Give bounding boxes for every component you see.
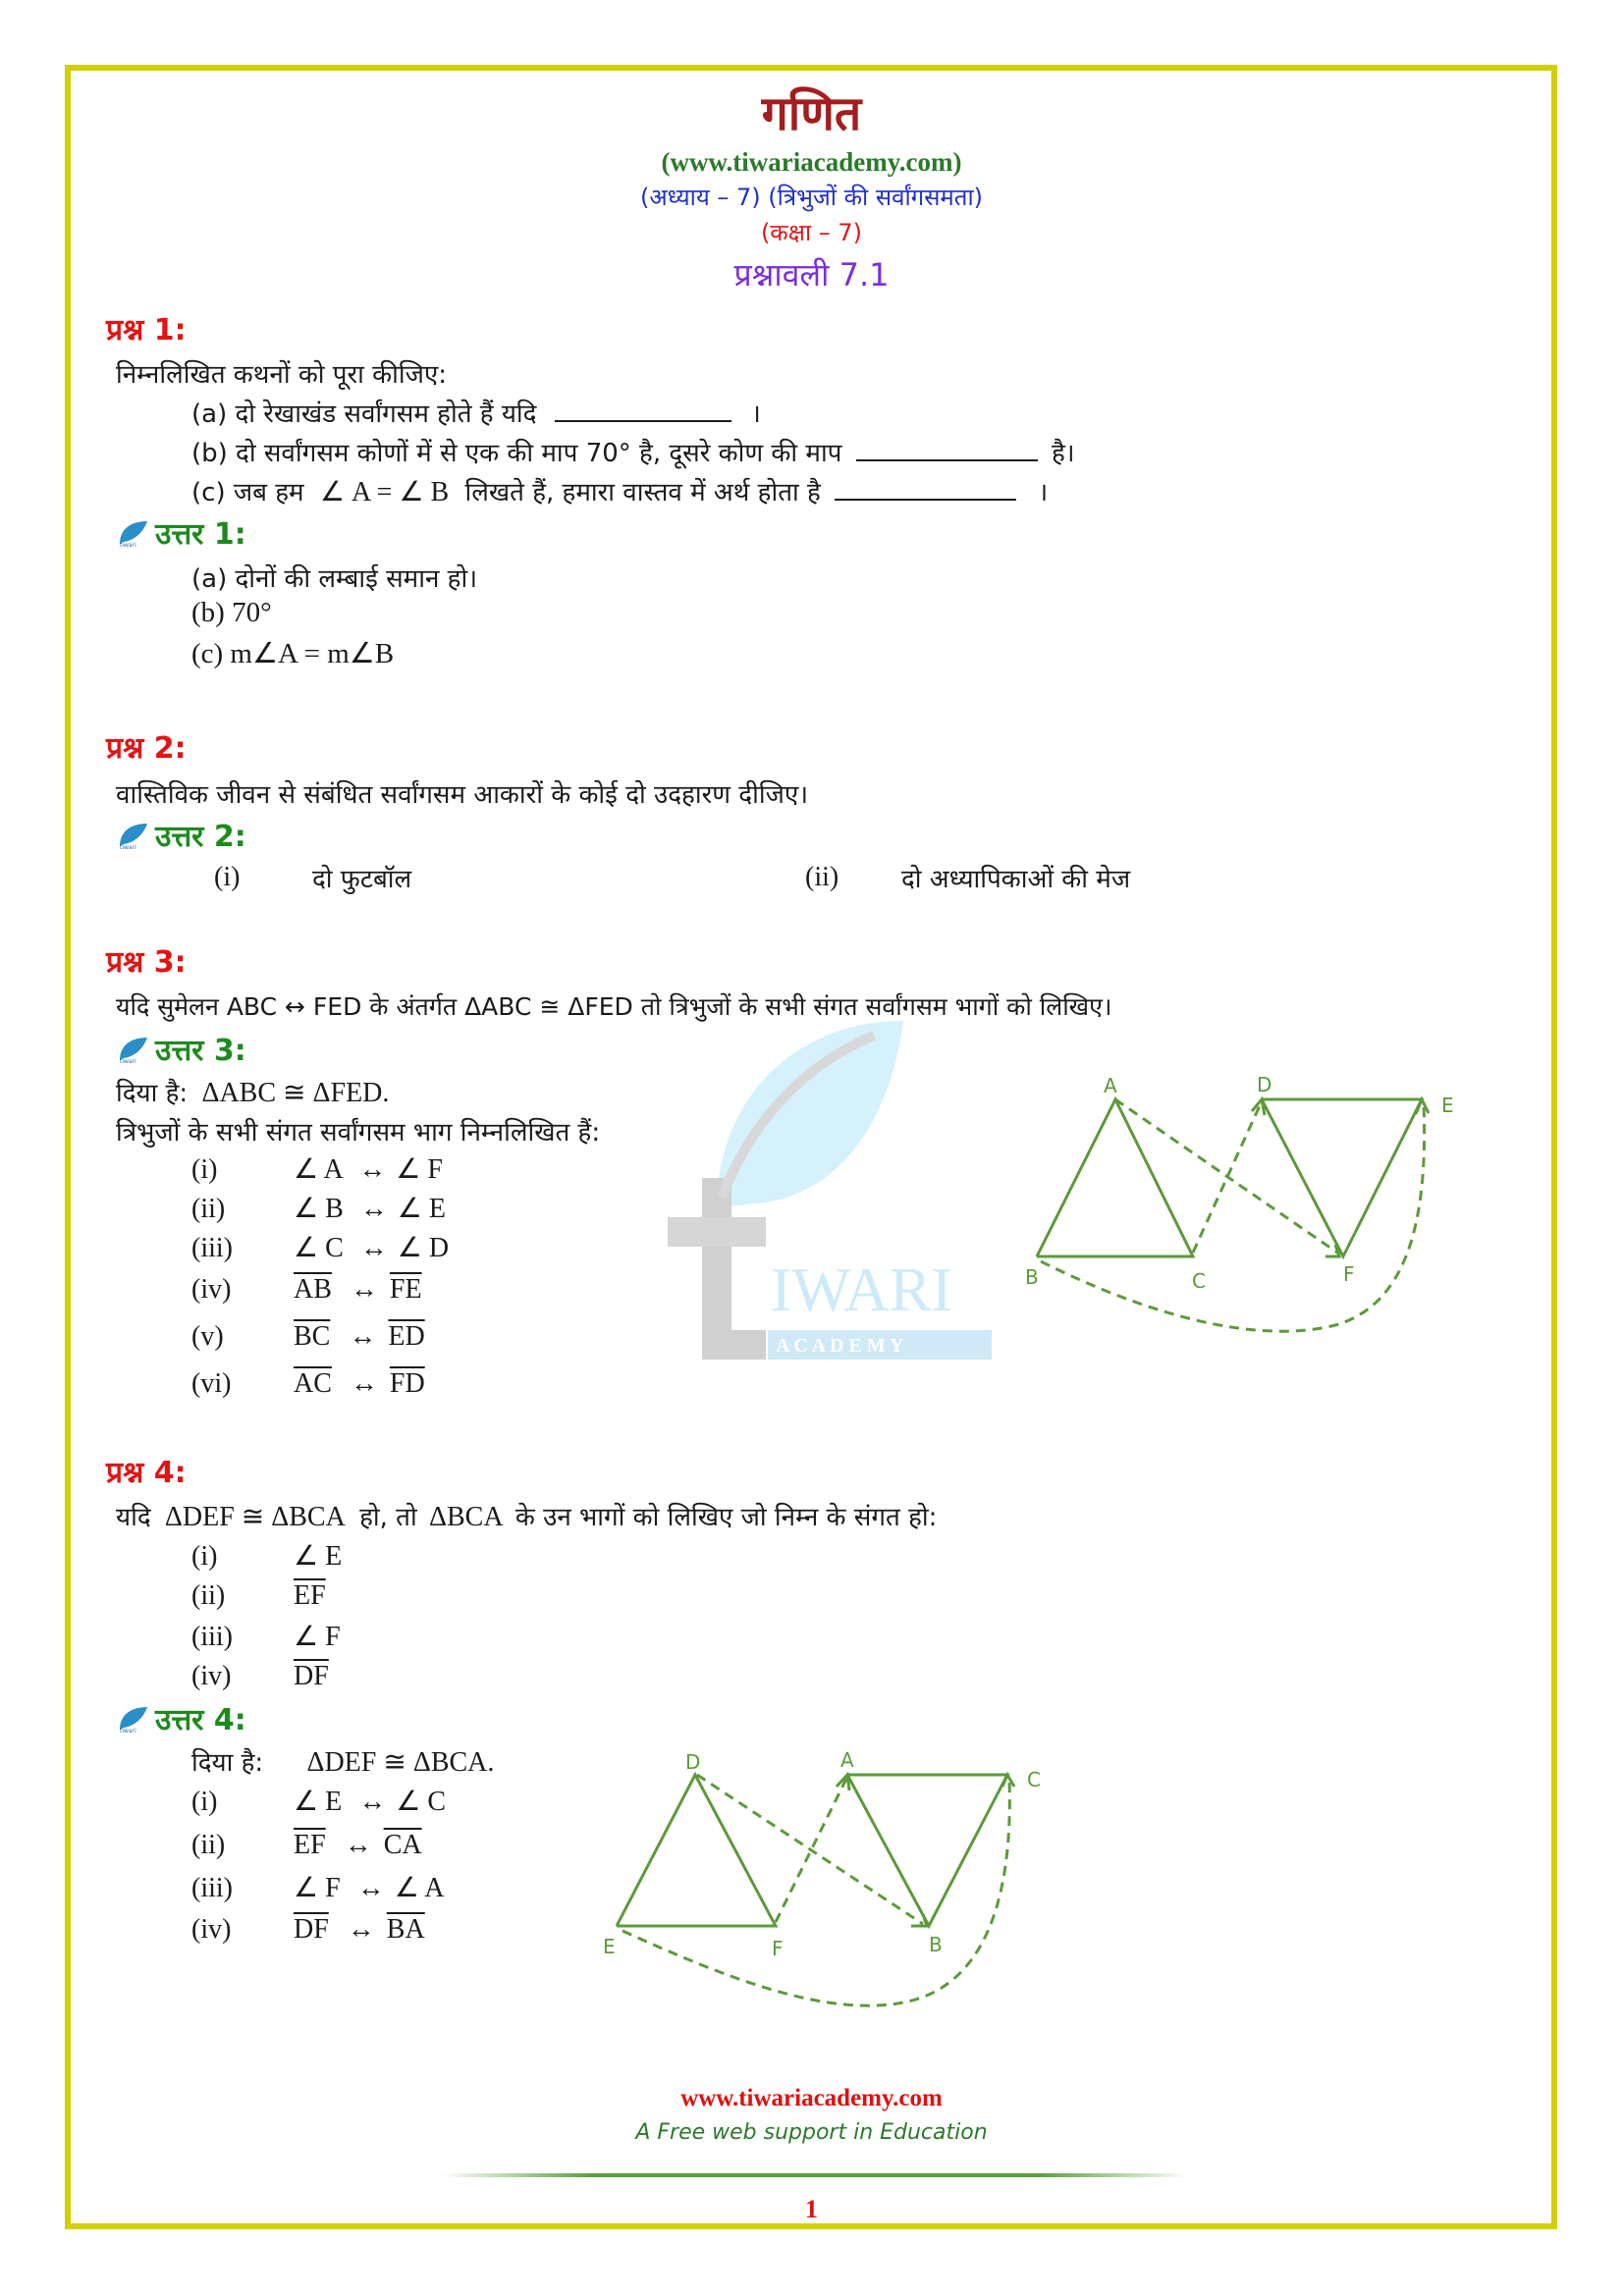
svg-text:tiwari: tiwari: [120, 1058, 136, 1064]
question-4-heading: प्रश्न 4:: [106, 1456, 187, 1490]
svg-text:F: F: [772, 1937, 784, 1960]
tiwari-leaf-icon: [116, 821, 151, 850]
question-4-item: (iii) ∠ F: [191, 1622, 341, 1652]
question-4-item: (i) ∠ E: [191, 1541, 343, 1572]
svg-text:tiwari: tiwari: [120, 844, 136, 850]
tiwari-leaf-icon: [116, 1035, 151, 1064]
svg-text:IWARI: IWARI: [771, 1255, 952, 1324]
svg-text:A C A D E M Y: A C A D E M Y: [776, 1335, 904, 1357]
answer-2-item-2-num: (ii): [805, 862, 839, 892]
answer-2-item-1-text: दो फुटबॉल: [312, 865, 412, 894]
class-heading: (कक्षा – 7): [760, 219, 863, 246]
answer-2-heading: उत्तर 2:: [155, 820, 246, 854]
svg-text:tiwari: tiwari: [120, 542, 136, 548]
svg-text:tiwari: tiwari: [120, 1728, 136, 1734]
svg-text:D: D: [685, 1750, 701, 1774]
question-3-heading: प्रश्न 3:: [106, 945, 187, 980]
question-4-item: (ii) $\overline{EF}$: [191, 1580, 326, 1611]
footer-tagline: A Free web support in Education: [635, 2120, 988, 2145]
question-1-prompt: निम्नलिखित कथनों को पूरा कीजिए:: [116, 360, 448, 390]
triangle-correspondence-diagram-abc-fed: [1011, 1060, 1483, 1355]
svg-text:B: B: [929, 1933, 943, 1956]
svg-text:C: C: [1192, 1269, 1206, 1293]
subject-title: गणित: [761, 86, 862, 141]
footer-divider: [442, 2173, 1188, 2177]
blank-a: [555, 418, 731, 422]
svg-text:F: F: [1343, 1262, 1355, 1286]
svg-text:E: E: [603, 1935, 616, 1958]
answer-1-heading: उत्तर 1:: [155, 517, 246, 552]
question-1-item-a: (a) दो रेखाखंड सर्वांगसम होते हैं यदि ।: [191, 400, 761, 429]
answer-3-heading: उत्तर 3:: [155, 1034, 246, 1068]
website-link[interactable]: (www.tiwariacademy.com): [661, 147, 962, 177]
list-item: (i) ∠ E ↔ ∠ C: [191, 1787, 446, 1817]
answer-1-item-b: (b) 70°: [191, 597, 272, 628]
answer-1-item-c: (c) m∠A = m∠B: [191, 638, 395, 669]
tiwari-leaf-icon: [116, 518, 151, 548]
blank-b: [856, 457, 1038, 461]
question-1-item-c: (c) जब हम ∠ A = ∠ B लिखते हैं, हमारा वास्तव में अर्थ होता है ।: [191, 477, 1049, 507]
answer-4-heading: उत्तर 4:: [155, 1703, 246, 1737]
question-2-prompt: वास्तिविक जीवन से संबंधित सर्वांगसम आकारों के कोई दो उदहारण दीजिए।: [116, 780, 809, 810]
blank-c: [835, 497, 1016, 501]
answer-4-given: दिया है: ΔDEF ≅ ΔBCA.: [191, 1747, 495, 1778]
question-1-heading: प्रश्न 1:: [106, 313, 187, 347]
question-3-prompt: यदि सुमेलन ABC ↔ FED के अंतर्गत ΔABC ≅ ΔFED तो त्रिभुजों के सभी संगत सर्वांगसम भागों को लिखिए।: [116, 992, 1112, 1021]
answer-3-given: दिया है: ΔABC ≅ ΔFED.: [116, 1078, 390, 1108]
question-2-heading: प्रश्न 2:: [106, 731, 187, 766]
answer-2-item-2-text: दो अध्यापिकाओं की मेज: [901, 865, 1131, 894]
list-item: (iv) $\overline{AB}$ ↔ $\overline{FE}$: [191, 1274, 422, 1305]
svg-text:B: B: [1025, 1265, 1039, 1289]
question-4-item: (iv) $\overline{DF}$: [191, 1661, 329, 1691]
triangle-correspondence-diagram-def-bca: [589, 1737, 1060, 2032]
answer-3-intro: त्रिभुजों के सभी संगत सर्वांगसम भाग निम्नलिखित हैं:: [116, 1118, 601, 1148]
list-item: (i) ∠ A ↔ ∠ F: [191, 1154, 443, 1185]
list-item: (ii) ∠ B ↔ ∠ E: [191, 1194, 446, 1224]
answer-2-item-1-num: (i): [214, 862, 241, 892]
list-item: (ii) $\overline{EF}$ ↔ $\overline{CA}$: [191, 1830, 422, 1860]
svg-text:A: A: [840, 1748, 854, 1772]
page-number: 1: [805, 2195, 818, 2223]
list-item: (vi) $\overline{AC}$ ↔ $\overline{FD}$: [191, 1368, 425, 1399]
list-item: (iii) ∠ F ↔ ∠ A: [191, 1873, 445, 1903]
list-item: (v) $\overline{BC}$ ↔ $\overline{ED}$: [191, 1321, 425, 1352]
svg-text:E: E: [1441, 1094, 1454, 1117]
question-4-prompt: यदि ΔDEF ≅ ΔBCA हो, तो ΔBCA के उन भागों को लिखिए जो निम्न के संगत हो:: [116, 1502, 938, 1532]
tiwari-leaf-icon: [116, 1704, 151, 1734]
svg-text:C: C: [1027, 1768, 1041, 1791]
footer-website-link[interactable]: www.tiwariacademy.com: [680, 2085, 943, 2111]
exercise-heading: प्रश्नावली 7.1: [733, 256, 890, 294]
list-item: (iv) $\overline{DF}$ ↔ $\overline{BA}$: [191, 1914, 425, 1945]
tiwari-watermark-logo: [648, 982, 1001, 1374]
svg-text:D: D: [1257, 1073, 1272, 1096]
list-item: (iii) ∠ C ↔ ∠ D: [191, 1233, 450, 1263]
svg-text:A: A: [1104, 1074, 1117, 1097]
answer-1-item-a: (a) दोनों की लम्बाई समान हो।: [191, 564, 478, 594]
question-1-item-b: (b) दो सर्वांगसम कोणों में से एक की माप 70° है, दूसरे कोण की माप है।: [191, 439, 1075, 468]
chapter-heading: (अध्याय – 7) (त्रिभुजों की सर्वांगसमता): [639, 184, 984, 211]
